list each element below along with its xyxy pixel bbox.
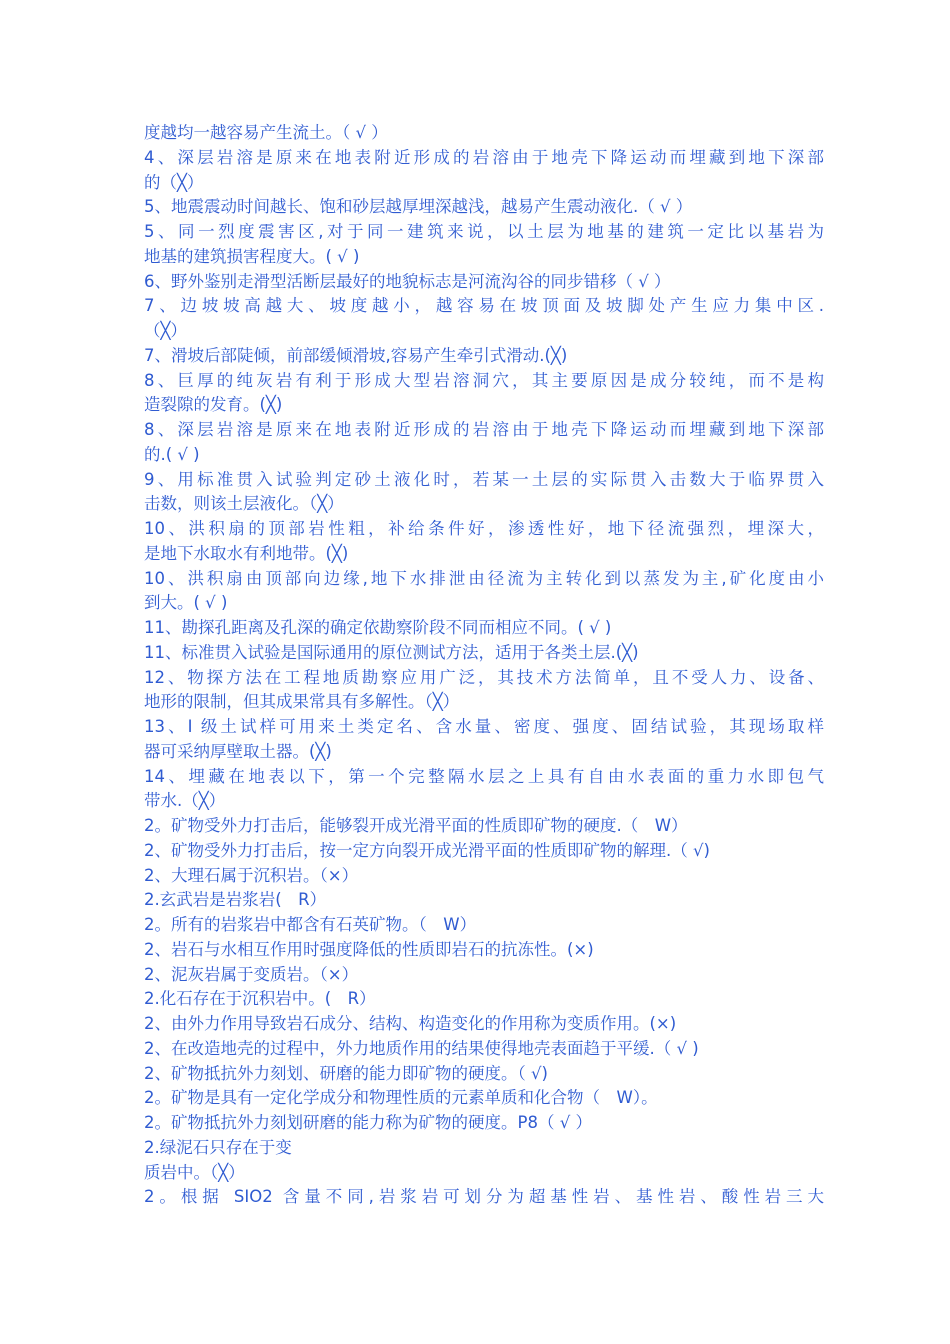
text-line: 2.绿泥石只存在于变 xyxy=(144,1137,292,1157)
text-line: 5、地震震动时间越长、饱和砂层越厚埋深越浅，越易产生震动液化.（ √ ） xyxy=(144,197,693,217)
text-line: 4、深层岩溶是原来在地表附近形成的岩溶由于地壳下降运动而埋藏到地下深部 xyxy=(144,147,824,167)
text-line: 到大。( √ ) xyxy=(144,593,228,613)
text-line: 2、矿物抵抗外力刻划、研磨的能力即矿物的硬度。（ √) xyxy=(144,1063,548,1083)
text-line: 13、I 级土试样可用来土类定名、含水量、密度、强度、固结试验，其现场取样 xyxy=(144,717,824,736)
text-line: 的.( √ ) xyxy=(144,444,200,464)
text-line: 10、洪积扇由顶部向边缘,地下水排泄由径流为主转化到以蒸发为主,矿化度由小 xyxy=(144,568,824,588)
text-line: 8、深层岩溶是原来在地表附近形成的岩溶由于地壳下降运动而埋藏到地下深部 xyxy=(144,420,824,439)
text-line: 击数，则该土层液化。（╳） xyxy=(144,494,344,514)
text-line: 2、在改造地壳的过程中，外力地质作用的结果使得地壳表面趋于平缓.（ √ ) xyxy=(144,1038,699,1058)
text-line: 2。矿物是具有一定化学成分和物理性质的元素单质和化合物（ W）。 xyxy=(144,1088,658,1108)
text-line: 2、矿物受外力打击后，按一定方向裂开成光滑平面的性质即矿物的解理.（ √) xyxy=(144,840,710,860)
text-line: 2.化石存在于沉积岩中。( R） xyxy=(144,989,376,1009)
text-line: 2。矿物受外力打击后，能够裂开成光滑平面的性质即矿物的硬度.（ W） xyxy=(144,816,688,835)
text-line: 2。根据 SIO2 含量不同,岩浆岩可划分为超基性岩、基性岩、酸性岩三大 xyxy=(144,1187,824,1207)
text-line: （╳） xyxy=(144,321,187,340)
text-line: 2、泥灰岩属于变质岩。（×） xyxy=(144,964,359,984)
text-line: 8、巨厚的纯灰岩有利于形成大型岩溶洞穴，其主要原因是成分较纯，而不是构 xyxy=(144,370,824,390)
text-line: 5、同一烈度震害区,对于同一建筑来说，以土层为地基的建筑一定比以基岩为 xyxy=(144,222,824,241)
text-line: 带水.（╳） xyxy=(144,791,226,811)
text-line: 2.玄武岩是岩浆岩( R） xyxy=(144,890,327,910)
text-line: 质岩中。（╳） xyxy=(144,1162,245,1182)
text-line: 2、大理石属于沉积岩。（×） xyxy=(144,865,359,885)
text-line: 器可采纳厚壁取土器。(╳) xyxy=(144,741,332,761)
text-line: 度越均一越容易产生流土。（ √ ） xyxy=(144,123,388,142)
text-line: 11、勘探孔距离及孔深的确定依勘察阶段不同而相应不同。( √ ) xyxy=(144,618,612,637)
text-line: 2。矿物抵抗外力刻划研磨的能力称为矿物的硬度。P8（ √ ） xyxy=(144,1113,592,1132)
text-line: 2。所有的岩浆岩中都含有石英矿物。（ W） xyxy=(144,915,477,934)
document-body xyxy=(144,121,824,1210)
text-line: 14、埋藏在地表以下，第一个完整隔水层之上具有自由水表面的重力水即包气 xyxy=(144,766,824,786)
text-line: 10、洪积扇的顶部岩性粗，补给条件好，渗透性好，地下径流强烈，埋深大， xyxy=(144,519,824,538)
text-line: 7、边坡坡高越大、坡度越小，越容易在坡顶面及坡脚处产生应力集中区. xyxy=(144,296,824,316)
text-line: 地基的建筑损害程度大。( √ ) xyxy=(144,246,360,266)
text-line: 12、物探方法在工程地质勘察应用广泛，其技术方法简单，且不受人力、设备、 xyxy=(144,667,824,687)
text-line: 是地下水取水有利地带。(╳) xyxy=(144,543,349,563)
text-line: 地形的限制，但其成果常具有多解性。（╳） xyxy=(144,692,460,712)
text-line: 9、用标准贯入试验判定砂土液化时，若某一土层的实际贯入击数大于临界贯入 xyxy=(144,469,824,489)
text-line: 2、岩石与水相互作用时强度降低的性质即岩石的抗冻性。(×) xyxy=(144,939,594,959)
text-line: 造裂隙的发育。(╳) xyxy=(144,395,283,415)
text-line: 11、标准贯入试验是国际通用的原位测试方法，适用于各类土层.(╳) xyxy=(144,642,639,662)
text-line: 7、滑坡后部陡倾，前部缓倾滑坡,容易产生牵引式滑动.(╳) xyxy=(144,345,568,365)
text-line: 6、野外鉴别走滑型活断层最好的地貌标志是河流沟谷的同步错移（ √ ） xyxy=(144,271,671,291)
text-line: 2、由外力作用导致岩石成分、结构、构造变化的作用称为变质作用。(×) xyxy=(144,1014,677,1033)
text-line: 的（╳） xyxy=(144,172,204,192)
